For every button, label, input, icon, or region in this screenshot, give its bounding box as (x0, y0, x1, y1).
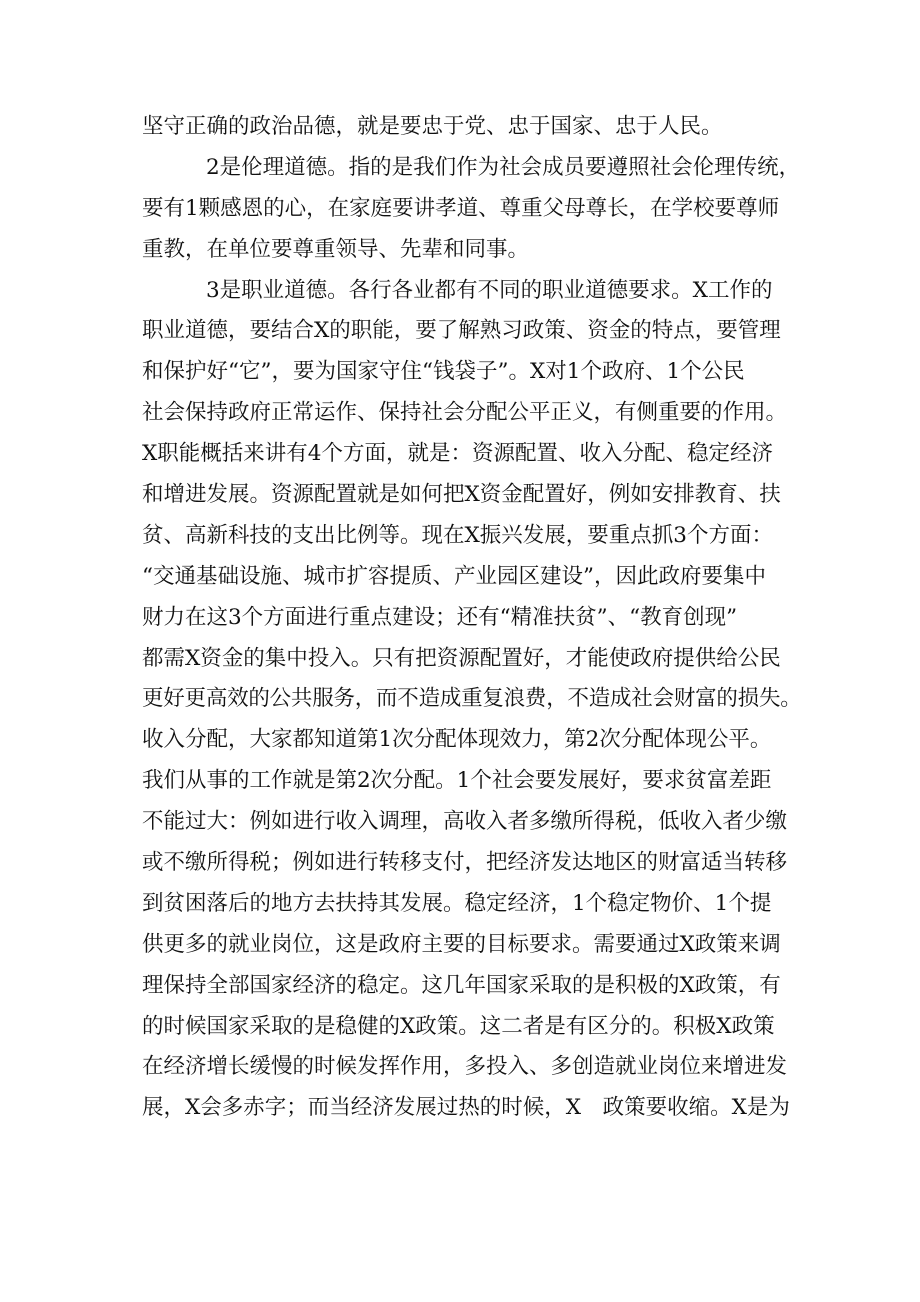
text-line: 坚守正确的政治品德，就是要忠于党、忠于国家、忠于人民。 (142, 114, 723, 139)
text-line: 理保持全部国家经济的稳定。这几年国家采取的是积极的X政策，有 (142, 972, 781, 998)
text-line: 到贫困落后的地方去扶持其发展。稳定经济，1个稳定物价、1个提 (142, 890, 772, 916)
text-line: 都需X资金的集中投入。只有把资源配置好，才能使政府提供给公民 (142, 645, 781, 671)
text-line: 或不缴所得税；例如进行转移支付，把经济发达地区的财富适当转移 (142, 850, 788, 876)
text-line: 不能过大：例如进行收入调理，高收入者多缴所得税，低收入者少缴 (142, 809, 788, 835)
text-line: 和保护好“它”，要为国家守住“钱袋子”。X对1个政府、1个公民 (142, 359, 745, 385)
text-line: 社会保持政府正常运作、保持社会分配公平正义，有侧重要的作用。 (142, 400, 788, 426)
text-line: 和增进发展。资源配置就是如何把X资金配置好，例如安排教育、扶 (142, 482, 781, 508)
text-line: X职能概括来讲有4个方面，就是：资源配置、收入分配、稳定经济 (142, 441, 773, 467)
text-line: 供更多的就业岗位，这是政府主要的目标要求。需要通过X政策来调 (142, 931, 781, 957)
text-line: 要有1颗感恩的心，在家庭要讲孝道、尊重父母尊长，在学校要尊师 (142, 195, 780, 221)
text-line: 我们从事的工作就是第2次分配。1个社会要发展好，要求贫富差距 (142, 768, 772, 794)
text-line: 收入分配，大家都知道第1次分配体现效力，第2次分配体现公平。 (142, 727, 772, 753)
text-line: 在经济增长缓慢的时候发挥作用，多投入、多创造就业岗位来增进发 (142, 1054, 788, 1080)
body-text (142, 107, 802, 1129)
paragraph-start-line: 3是职业道德。各行各业都有不同的职业道德要求。X工作的 (206, 277, 773, 303)
text-line: 展，X会多赤字；而当经济发展过热的时候，X 政策要收缩。X是为 (142, 1095, 790, 1121)
text-line: 职业道德，要结合X的职能，要了解熟习政策、资金的特点，要管理 (142, 318, 781, 344)
text-line: 财力在这3个方面进行重点建设；还有“精准扶贫”、“教育创现” (142, 604, 738, 630)
text-line: “交通基础设施、城市扩容提质、产业园区建设”，因此政府要集中 (142, 563, 766, 589)
text-line: 更好更高效的公共服务，而不造成重复浪费，不造成社会财富的损失。 (142, 686, 802, 712)
text-line: 重教，在单位要尊重领导、先辈和同事。 (142, 236, 530, 262)
text-line: 贫、高新科技的支出比例等。现在X振兴发展，要重点抓3个方面： (142, 522, 773, 548)
text-line: 的时候国家采取的是稳健的X政策。这二者是有区分的。积极X政策 (142, 1013, 775, 1039)
paragraph-start-line: 2是伦理道德。指的是我们作为社会成员要遵照社会伦理传统， (206, 154, 801, 180)
